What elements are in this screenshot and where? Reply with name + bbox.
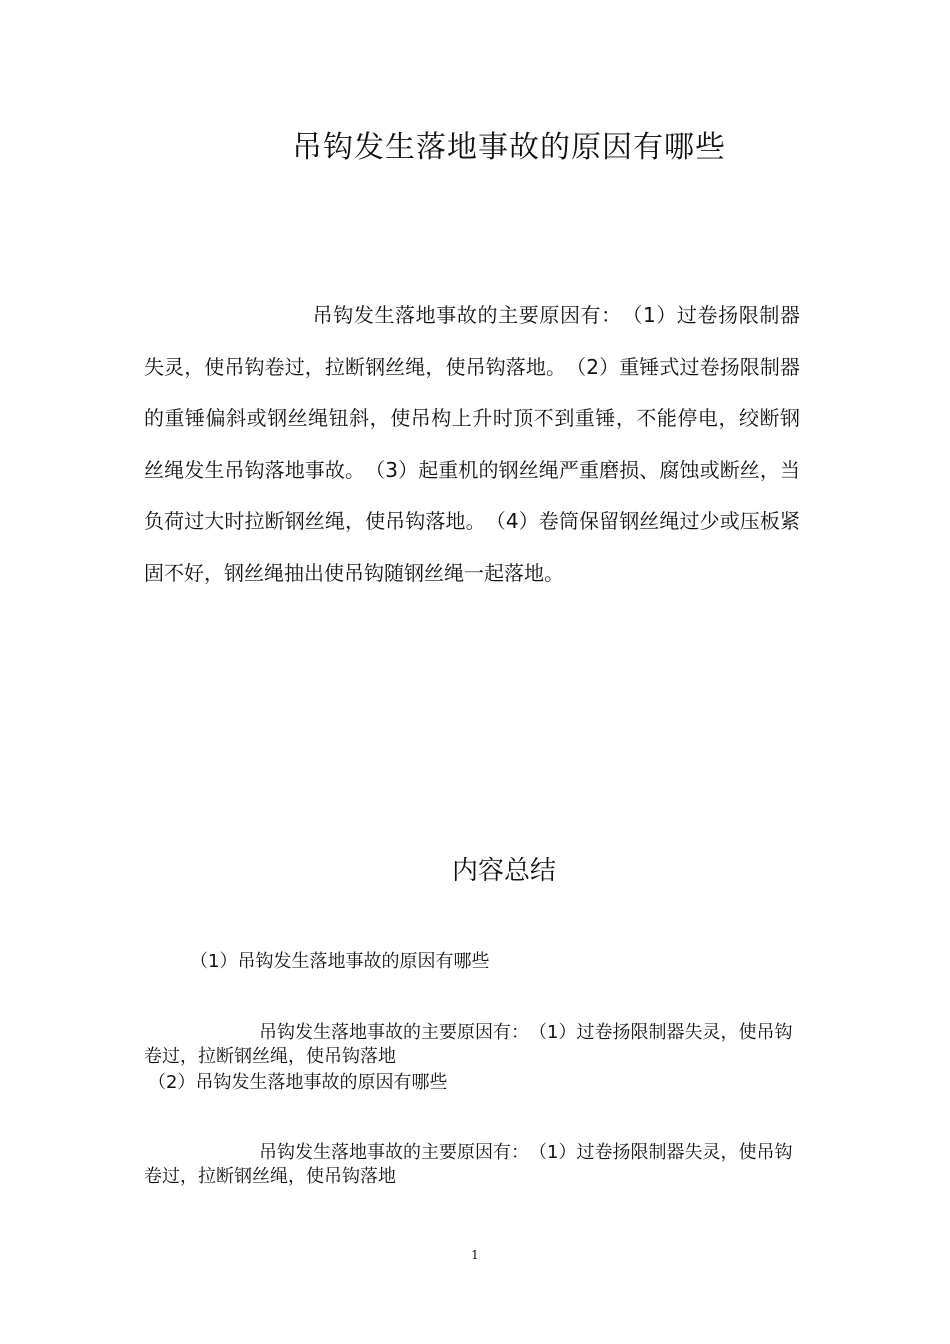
summary-item-text (144, 1141, 800, 1189)
page-number: 1 (471, 1248, 479, 1262)
document-title: 吊钩发生落地事故的原因有哪些 (292, 130, 726, 165)
summary-item-title: （2）吊钩发生落地事故的原因有哪些 (148, 1072, 448, 1093)
body-text: 吊钩发生落地事故的主要原因有： （1）过卷扬限制器失灵，使吊钩卷过，拉断钢丝绳，使吊钩落地。 （2）重锤式过卷扬限制器的重锤偏斜或钢丝绳钮斜，使吊构上升时顶不到重锤，不能停电，绞断钢丝绳发生吊钩落地事故。 （3）起重机的钢丝绳严重磨损、腐蚀或断丝，当负荷过大时拉断钢丝绳，使吊钩落地。 （4）卷筒保留钢丝绳过少或压板紧固不好，钢丝绳抽出使吊钩随钢丝绳一起落地。 (144, 303, 800, 585)
summary-item-text-content: 吊钩发生落地事故的主要原因有： （1）过卷扬限制器失灵，使吊钩卷过，拉断钢丝绳，使吊钩落地 (144, 1022, 793, 1067)
summary-item-text-content: 吊钩发生落地事故的主要原因有： （1）过卷扬限制器失灵，使吊钩卷过，拉断钢丝绳，使吊钩落地 (144, 1142, 793, 1187)
summary-item-text (144, 1021, 800, 1069)
summary-item-title: （1）吊钩发生落地事故的原因有哪些 (190, 951, 490, 972)
body-paragraph (144, 290, 800, 599)
summary-heading: 内容总结 (451, 856, 556, 886)
